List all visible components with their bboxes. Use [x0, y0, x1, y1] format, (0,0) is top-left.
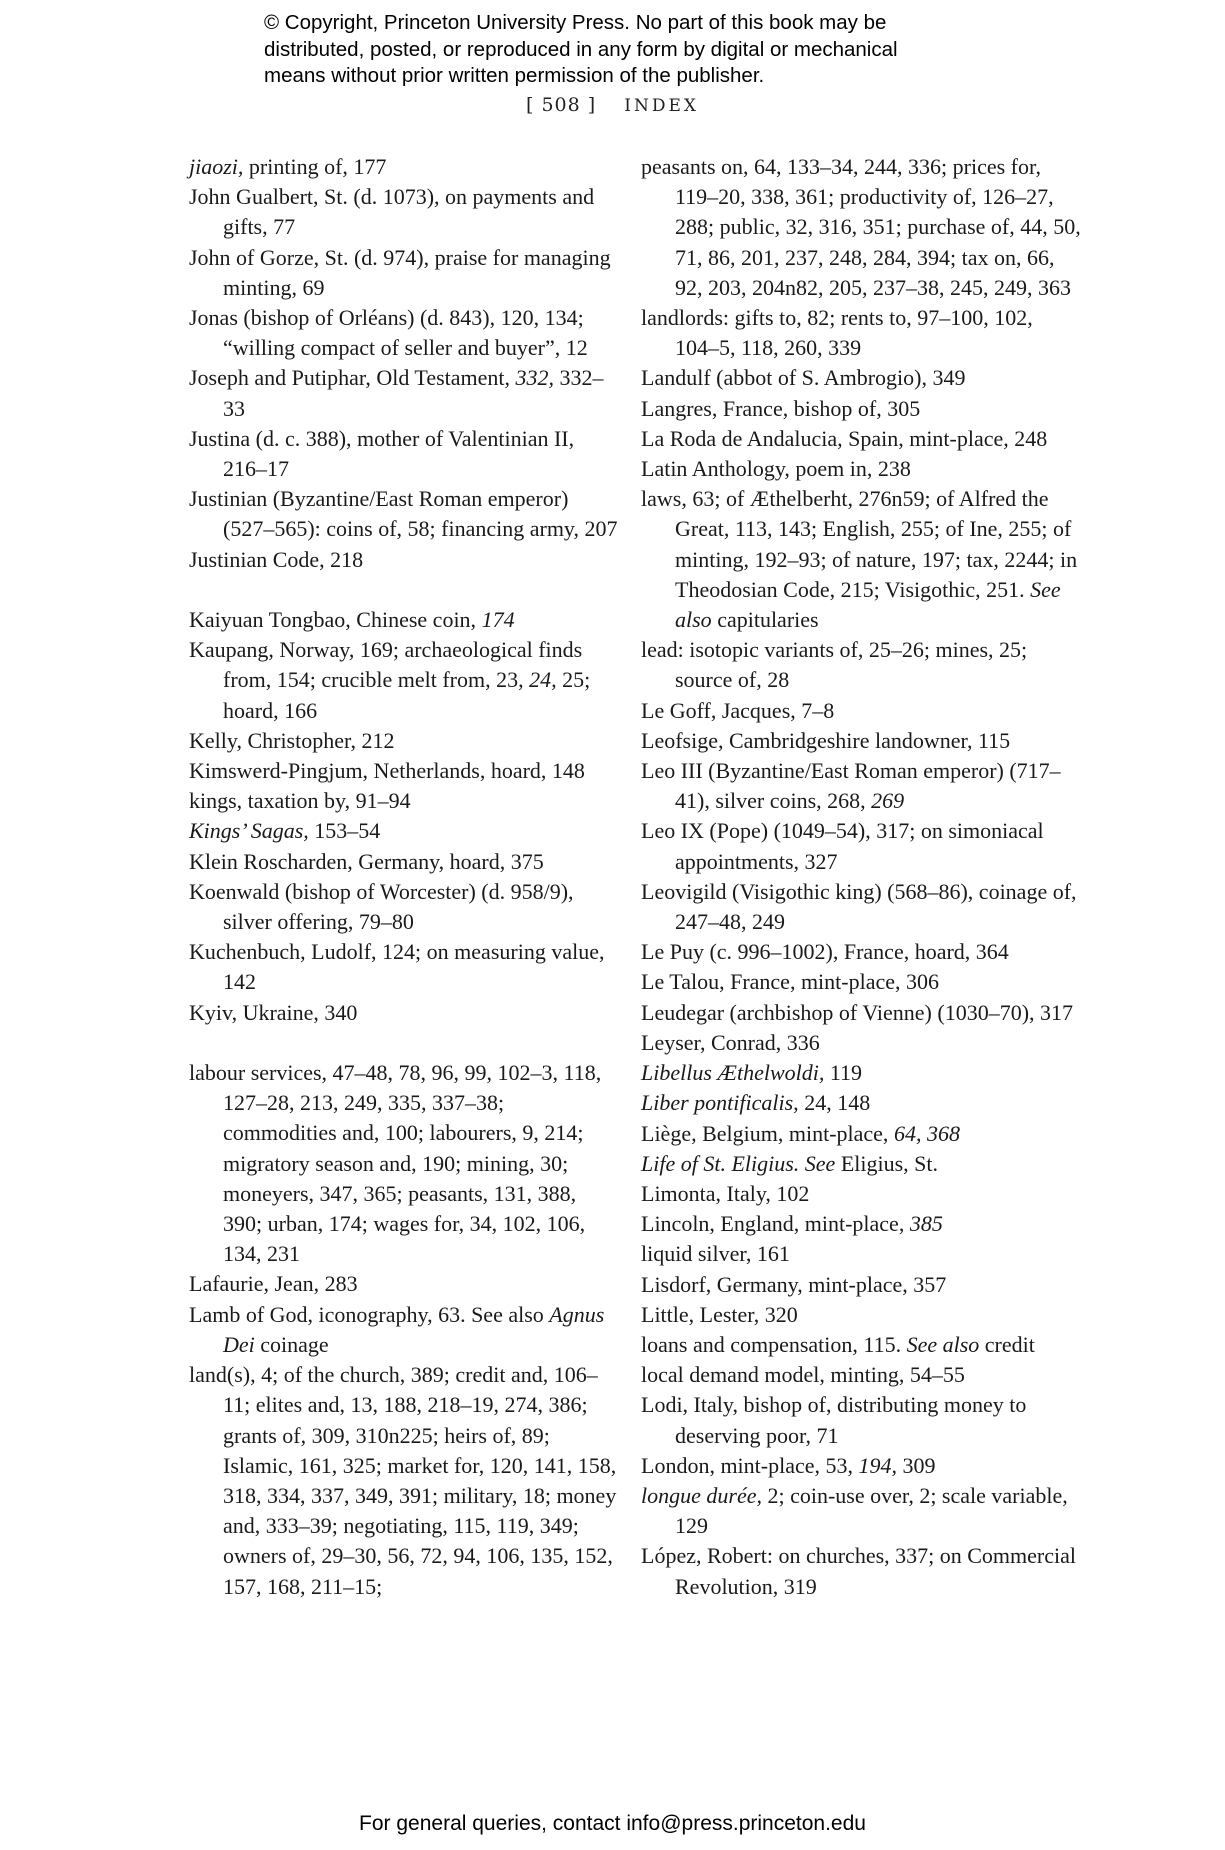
- index-entry: Leovigild (Visigothic king) (568–86), coinage of, 247–48, 249: [641, 878, 1077, 935]
- copyright-line: © Copyright, Princeton University Press. No part of this book may be: [264, 11, 887, 34]
- index-entry: Leyser, Conrad, 336: [641, 1029, 820, 1055]
- copyright-notice: [264, 10, 1024, 90]
- index-entry: Leo III (Byzantine/East Roman emperor) (717–41), silver coins, 268, 269: [641, 758, 1061, 814]
- index-entry: land(s), 4; of the church, 389; credit and, 106–11; elites and, 13, 188, 218–19, 274, 386; grants of, 309, 310n225; heirs of, 89; Islamic, 161, 325; market for, 120, 141, 158, 318, 334, 337, 349, 391; military, 18; money and, 333–39; negotiating, 115, 119, 349; owners of, 29–30, 56, 72, 94, 106, 135, 152, 157, 168, 211–15;: [189, 1362, 617, 1599]
- index-entry: La Roda de Andalucia, Spain, mint-place, 248: [641, 425, 1048, 451]
- copyright-line: means without prior written permission of the publisher.: [264, 64, 765, 87]
- index-entry: Langres, France, bishop of, 305: [641, 395, 921, 421]
- index-entry: Leo IX (Pope) (1049–54), 317; on simoniacal appointments, 327: [641, 818, 1044, 874]
- index-entry: Leofsige, Cambridgeshire landowner, 115: [641, 727, 1011, 753]
- index-entry: Life of St. Eligius. See Eligius, St.: [641, 1150, 939, 1176]
- index-entry: Justina (d. c. 388), mother of Valentinian II, 216–17: [189, 425, 575, 482]
- index-entry: Kaiyuan Tongbao, Chinese coin, 174: [189, 607, 515, 633]
- index-entry: loans and compensation, 115. See also credit: [641, 1331, 1035, 1357]
- section-title: INDEX: [624, 96, 699, 116]
- index-entry: liquid silver, 161: [641, 1241, 790, 1267]
- index-entry: Kaupang, Norway, 169; archaeological finds from, 154; crucible melt from, 23, 24, 25; hoard, 166: [189, 637, 591, 723]
- page-number: [ 508 ]: [526, 94, 597, 116]
- index-entry: Landulf (abbot of S. Ambrogio), 349: [641, 365, 966, 391]
- index-entry: landlords: gifts to, 82; rents to, 97–100, 102, 104–5, 118, 260, 339: [641, 305, 1033, 361]
- copyright-line: distributed, posted, or reproduced in any form by digital or mechanical: [264, 37, 898, 61]
- index-column-right: [641, 152, 1081, 1602]
- index-entry: López, Robert: on churches, 337; on Commercial Revolution, 319: [641, 1543, 1076, 1599]
- index-entry: Kelly, Christopher, 212: [189, 727, 395, 753]
- index-entry: Kimswerd-Pingjum, Netherlands, hoard, 148: [189, 758, 585, 784]
- index-entry: Lamb of God, iconography, 63. See also Agnus Dei coinage: [189, 1301, 605, 1357]
- index-entry: Kuchenbuch, Ludolf, 124; on measuring value, 142: [189, 939, 605, 995]
- index-entry: John Gualbert, St. (d. 1073), on payments and gifts, 77: [189, 184, 595, 240]
- index-entry: Joseph and Putiphar, Old Testament, 332, 332–33: [189, 365, 604, 421]
- index-entry: London, mint-place, 53, 194, 309: [641, 1452, 936, 1478]
- index-entry: Le Talou, France, mint-place, 306: [641, 969, 940, 995]
- index-entry: Little, Lester, 320: [641, 1301, 798, 1327]
- index-entry: John of Gorze, St. (d. 974), praise for managing minting, 69: [189, 244, 611, 300]
- index-column-left: [189, 152, 619, 1602]
- index-entry: peasants on, 64, 133–34, 244, 336; prices for, 119–20, 338, 361; productivity of, 126–27, 288; public, 32, 316, 351; purchase of, 44, 50, 71, 86, 201, 237, 248, 284, 394; tax on, 66, 92, 203, 204n82, 205, 237–38, 245, 249, 363: [641, 154, 1081, 300]
- footer-contact: For general queries, contact info@press.princeton.edu: [359, 1812, 866, 1835]
- index-entry: kings, taxation by, 91–94: [189, 788, 411, 814]
- letter-group-spacer: [189, 1028, 619, 1058]
- index-entry: Justinian Code, 218: [189, 546, 364, 572]
- index-entry: Jonas (bishop of Orléans) (d. 843), 120, 134; “willing compact of seller and buyer”, 12: [189, 305, 588, 361]
- index-entry: Lodi, Italy, bishop of, distributing money to deserving poor, 71: [641, 1392, 1027, 1448]
- index-entry: Libellus Æthelwoldi, 119: [641, 1060, 863, 1086]
- letter-group-spacer: [189, 575, 619, 605]
- index-entry: Liège, Belgium, mint-place, 64, 368: [641, 1120, 960, 1146]
- index-entry: Lisdorf, Germany, mint-place, 357: [641, 1271, 947, 1297]
- index-entry: Latin Anthology, poem in, 238: [641, 456, 911, 482]
- index-entry: Lafaurie, Jean, 283: [189, 1271, 358, 1297]
- index-entry: longue durée, 2; coin-use over, 2; scale variable, 129: [641, 1482, 1068, 1539]
- index-entry: Kings’ Sagas, 153–54: [189, 818, 381, 844]
- index-entry: Le Puy (c. 996–1002), France, hoard, 364: [641, 939, 1009, 965]
- index-entry: Leudegar (archbishop of Vienne) (1030–70), 317: [641, 999, 1074, 1025]
- index-entry: laws, 63; of Æthelberht, 276n59; of Alfred the Great, 113, 143; English, 255; of Ine, 255; of minting, 192–93; of nature, 197; tax, 2244; in Theodosian Code, 215; Visigothic, 251. See also capitularies: [641, 486, 1078, 633]
- index-entry: Le Goff, Jacques, 7–8: [641, 697, 835, 723]
- index-entry: Lincoln, England, mint-place, 385: [641, 1211, 943, 1237]
- index-entry: Justinian (Byzantine/East Roman emperor) (527–565): coins of, 58; financing army, 207: [189, 486, 618, 542]
- index-entry: Liber pontificalis, 24, 148: [641, 1090, 871, 1116]
- index-entry: lead: isotopic variants of, 25–26; mines, 25; source of, 28: [641, 637, 1028, 693]
- index-entry: Limonta, Italy, 102: [641, 1180, 810, 1206]
- index-entry: jiaozi, printing of, 177: [189, 154, 387, 179]
- index-entry: Koenwald (bishop of Worcester) (d. 958/9), silver offering, 79–80: [189, 878, 574, 935]
- index-entry: Kyiv, Ukraine, 340: [189, 999, 358, 1025]
- index-entry: local demand model, minting, 54–55: [641, 1362, 965, 1388]
- index-entry: Klein Roscharden, Germany, hoard, 375: [189, 848, 544, 874]
- index-entry: labour services, 47–48, 78, 96, 99, 102–3, 118, 127–28, 213, 249, 335, 337–38; commodities and, 100; labourers, 9, 214; migratory season and, 190; mining, 30; moneyers, 347, 365; peasants, 131, 388, 390; urban, 174; wages for, 34, 102, 106, 134, 231: [189, 1060, 602, 1267]
- running-head: [0, 94, 1225, 116]
